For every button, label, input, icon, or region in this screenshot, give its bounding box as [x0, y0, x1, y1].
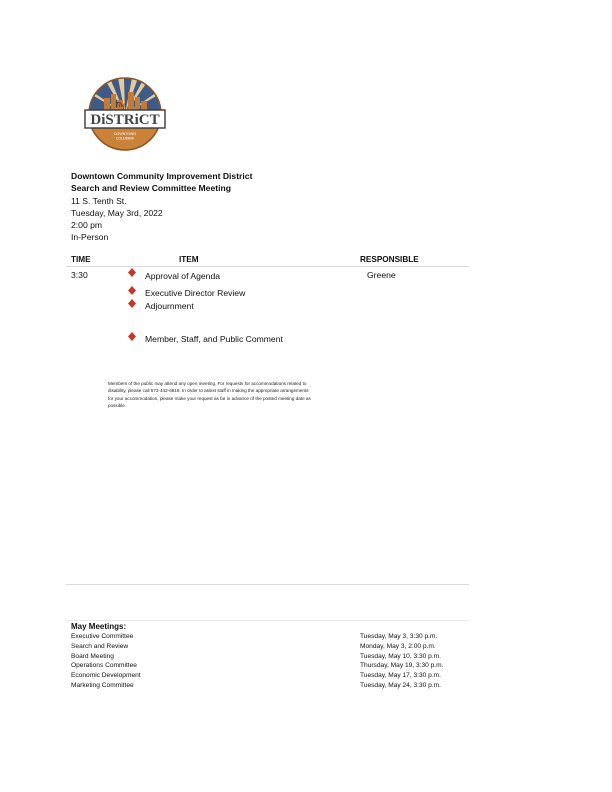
meeting-name: Marketing Committee	[71, 682, 134, 689]
meeting-name: Operations Committee	[71, 662, 137, 669]
meeting-when: Tuesday, May 10, 3:30 p.m.	[360, 653, 441, 660]
diamond-bullet-icon	[128, 332, 136, 341]
col-item-header: ITEM	[179, 255, 199, 264]
meeting-name: Board Meeting	[71, 653, 114, 660]
diamond-bullet-icon	[128, 268, 136, 277]
logo-small-text: The	[115, 101, 126, 109]
table-header-rule	[66, 266, 469, 267]
meeting-time: 2:00 pm	[71, 220, 103, 230]
col-responsible-header: RESPONSIBLE	[360, 255, 419, 264]
meeting-address: 11 S. Tenth St.	[71, 196, 127, 206]
diamond-bullet-icon	[128, 286, 136, 295]
may-meetings-title: May Meetings:	[71, 622, 127, 631]
diamond-bullet-icon	[128, 299, 136, 308]
agenda-item-3: Adjournment	[145, 301, 194, 311]
meeting-format: In-Person	[71, 232, 109, 242]
meeting-name: Executive Committee	[71, 633, 134, 640]
logo-wordmark: DiSTRiCT	[90, 112, 160, 128]
footer-rule-bottom	[66, 620, 469, 621]
district-logo	[84, 76, 166, 152]
notice-line: disability, please call 573-442-6816. In order to assist staff in making the appropriate arrangements	[108, 388, 309, 394]
meeting-when: Monday, May 3, 2:00 p.m.	[360, 643, 436, 650]
notice-line: Members of the public may attend any open meeting. For requests for accommodations related to	[108, 381, 307, 386]
footer-rule-top	[66, 584, 469, 585]
meeting-name: Search and Review	[71, 643, 129, 650]
meeting-title: Search and Review Committee Meeting	[71, 183, 231, 193]
notice-line: possible.	[108, 402, 127, 408]
logo-sub2: COLUMBIA	[115, 136, 135, 141]
agenda-item-1: Approval of Agenda	[145, 271, 221, 281]
notice-line: for your accommodation, please make your request as far in advance of the posted meeting date as	[108, 395, 311, 401]
agenda-item-2: Executive Director Review	[145, 288, 246, 298]
agenda-time: 3:30	[71, 270, 88, 280]
agenda-responsible-1: Greene	[367, 270, 396, 280]
meeting-when: Tuesday, May 3, 3:30 p.m.	[360, 633, 438, 640]
meeting-when: Tuesday, May 24, 3:30 p.m.	[360, 682, 441, 689]
accessibility-notice	[108, 380, 356, 409]
meeting-name: Economic Development	[71, 672, 141, 679]
meeting-date: Tuesday, May 3rd, 2022	[71, 208, 163, 218]
logo-sub1: DOWNTOWN	[114, 132, 136, 136]
meeting-when: Tuesday, May 17, 3:30 p.m.	[360, 672, 441, 679]
agenda-item-4: Member, Staff, and Public Comment	[145, 334, 283, 344]
meeting-when: Thursday, May 19, 3:30 p.m.	[360, 662, 444, 669]
col-time-header: TIME	[71, 255, 91, 264]
org-name: Downtown Community Improvement District	[71, 171, 253, 181]
